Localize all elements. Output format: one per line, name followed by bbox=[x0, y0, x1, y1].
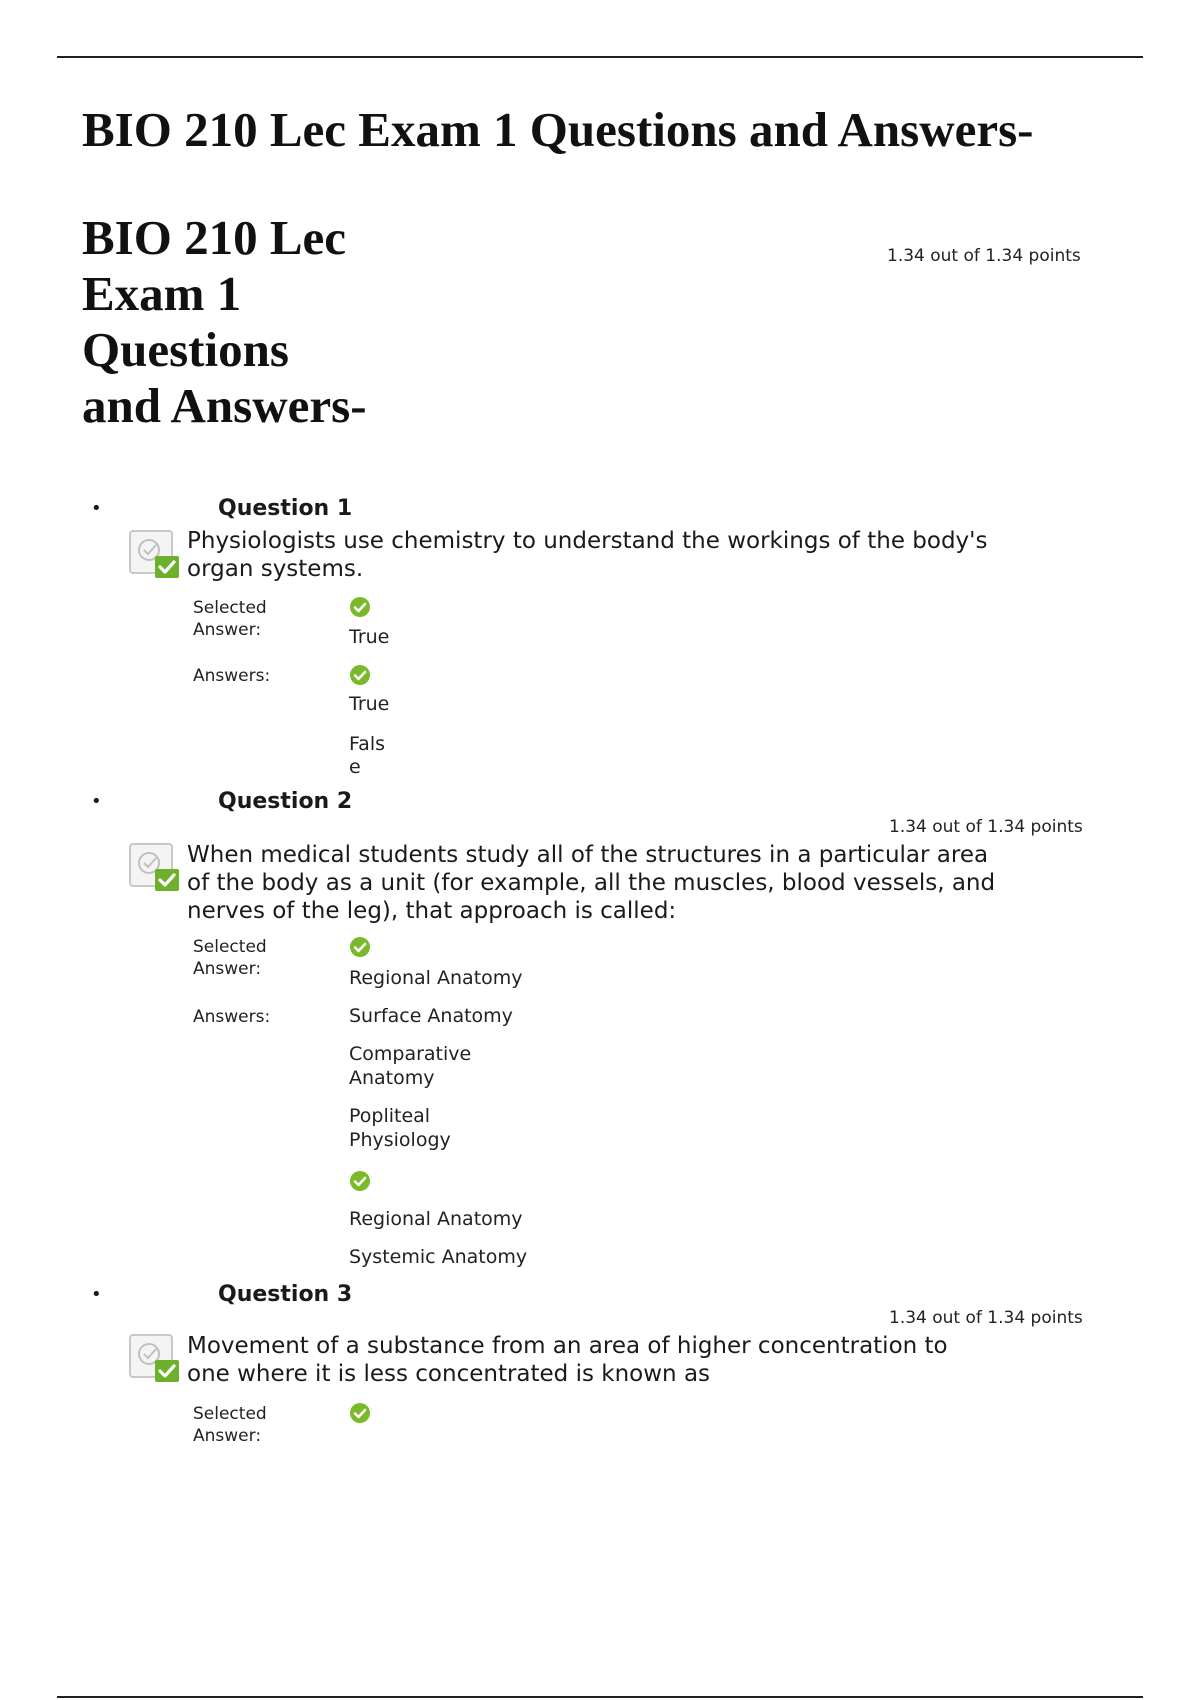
answer-option: e bbox=[349, 756, 361, 778]
question-2-label: Question 2 bbox=[218, 789, 353, 814]
label-line: Selected bbox=[193, 937, 267, 957]
label-line: Answer: bbox=[193, 1426, 262, 1446]
correct-check-icon bbox=[349, 936, 371, 958]
question-1-label: Question 1 bbox=[218, 496, 353, 521]
bullet-icon: • bbox=[91, 498, 102, 519]
question-3-text bbox=[187, 1332, 948, 1388]
top-divider bbox=[57, 56, 1143, 58]
bullet-icon: • bbox=[91, 1284, 102, 1305]
question-graded-correct-icon bbox=[127, 841, 181, 893]
question-3-label: Question 3 bbox=[218, 1282, 353, 1307]
selected-answer: True bbox=[349, 626, 390, 648]
label-line: Answer: bbox=[193, 620, 262, 640]
selected-answer-label bbox=[193, 597, 267, 641]
label-line: Selected bbox=[193, 1404, 267, 1424]
answer-option: Surface Anatomy bbox=[349, 1005, 513, 1027]
answer-option: Anatomy bbox=[349, 1067, 435, 1089]
selected-answer-label bbox=[193, 1403, 267, 1447]
subtitle-line: BIO 210 Lec bbox=[82, 210, 347, 265]
answer-option: True bbox=[349, 693, 390, 715]
document-title: BIO 210 Lec Exam 1 Questions and Answers- bbox=[82, 102, 1034, 157]
subtitle-line: and Answers- bbox=[82, 378, 367, 433]
bottom-divider bbox=[57, 1696, 1143, 1698]
question-graded-correct-icon bbox=[127, 1332, 181, 1384]
question-text-line: Physiologists use chemistry to understand the workings of the body's bbox=[187, 528, 988, 554]
answer-option: Comparative bbox=[349, 1043, 472, 1065]
question-text-line: Movement of a substance from an area of higher concentration to bbox=[187, 1333, 948, 1359]
subtitle-line: Exam 1 bbox=[82, 266, 242, 321]
correct-check-icon bbox=[349, 1402, 371, 1424]
answers-label: Answers: bbox=[193, 666, 271, 686]
answer-option: Fals bbox=[349, 733, 386, 755]
question-1-text bbox=[187, 527, 987, 583]
answer-option: Regional Anatomy bbox=[349, 1208, 523, 1230]
question-2-points: 1.34 out of 1.34 points bbox=[889, 817, 1083, 837]
answers-label: Answers: bbox=[193, 1007, 271, 1027]
answer-option: Systemic Anatomy bbox=[349, 1246, 528, 1268]
selected-answer-label bbox=[193, 936, 267, 980]
question-1-points: 1.34 out of 1.34 points bbox=[887, 246, 1081, 266]
question-text-line: of the body as a unit (for example, all the muscles, blood vessels, and bbox=[187, 870, 996, 896]
question-text-line: organ systems. bbox=[187, 556, 364, 582]
correct-check-icon bbox=[349, 664, 371, 686]
answer-option: Physiology bbox=[349, 1129, 451, 1151]
question-text-line: When medical students study all of the structures in a particular area bbox=[187, 842, 989, 868]
question-graded-correct-icon bbox=[127, 528, 181, 580]
question-text-line: nerves of the leg), that approach is called: bbox=[187, 898, 677, 924]
document-subtitle bbox=[82, 210, 402, 434]
question-3-points: 1.34 out of 1.34 points bbox=[889, 1308, 1083, 1328]
question-text-line: one where it is less concentrated is known as bbox=[187, 1361, 711, 1387]
subtitle-line: Questions bbox=[82, 322, 289, 377]
question-2-text bbox=[187, 841, 995, 925]
answer-option: Popliteal bbox=[349, 1105, 431, 1127]
correct-check-icon bbox=[349, 1170, 371, 1192]
bullet-icon: • bbox=[91, 791, 102, 812]
selected-answer: Regional Anatomy bbox=[349, 967, 523, 989]
label-line: Answer: bbox=[193, 959, 262, 979]
correct-check-icon bbox=[349, 596, 371, 618]
label-line: Selected bbox=[193, 598, 267, 618]
